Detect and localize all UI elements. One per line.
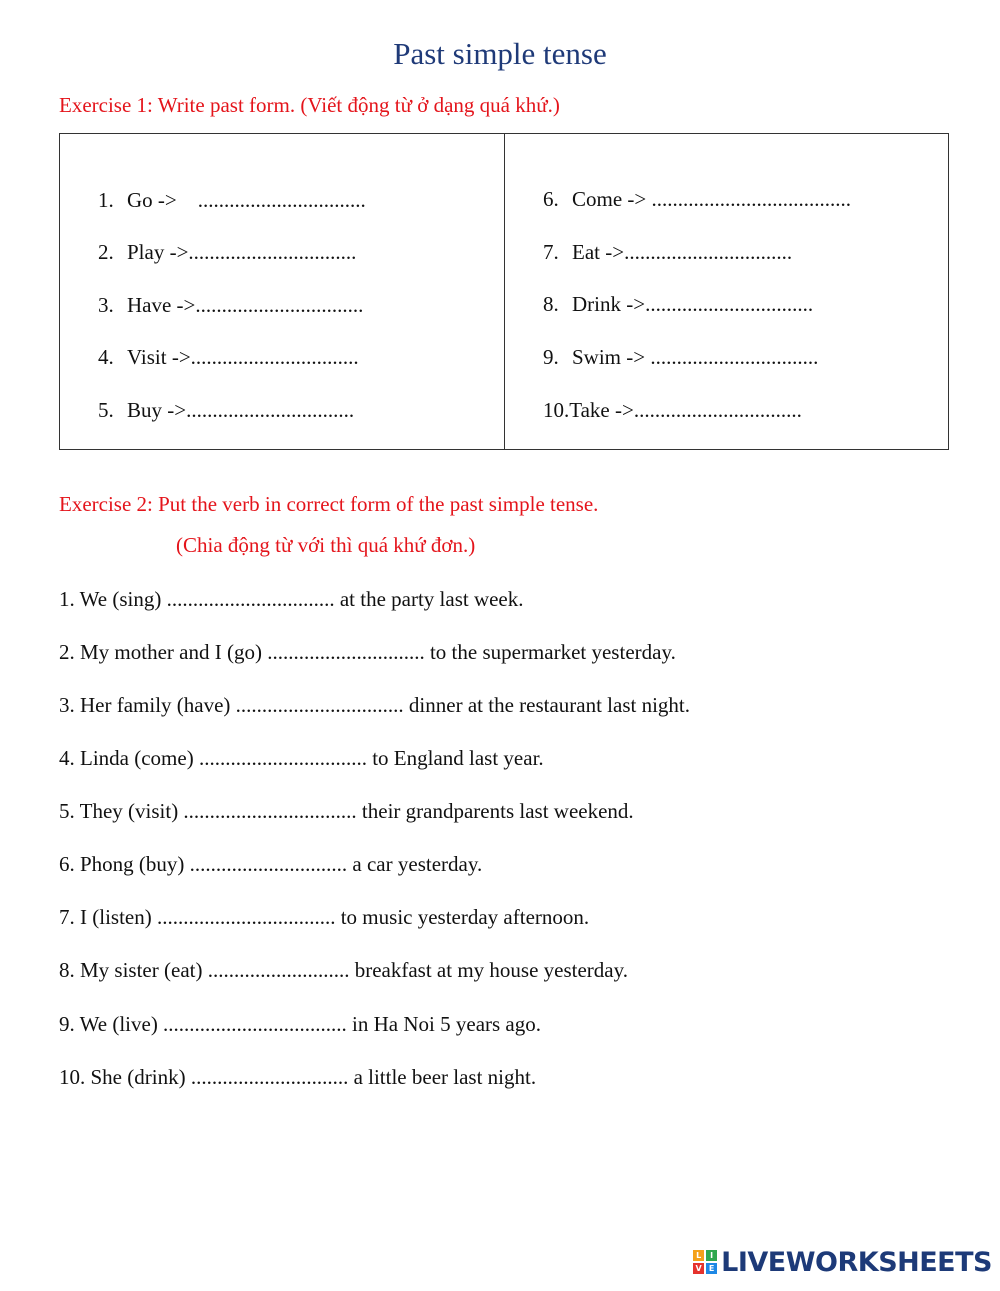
exercise2-question: 2. My mother and I (go) .............................. to the supermarket yesterday. <box>59 640 676 664</box>
exercise1-item: 7. Eat ->................................ <box>543 240 793 264</box>
logo-text: LIVEWORKSHEETS <box>721 1246 992 1278</box>
exercise2-subheading: (Chia động từ với thì quá khứ đơn.) <box>176 533 476 557</box>
exercise1-item: 9. Swim -> ................................ <box>543 345 819 369</box>
exercise2-question: 9. We (live) ................................... in Ha Noi 5 years ago. <box>59 1012 542 1036</box>
logo-mark-icon <box>692 1249 718 1275</box>
exercise2-question: 7. I (listen) .................................. to music yesterday afternoon. <box>59 905 590 929</box>
exercise2-question: 5. They (visit) ................................. their grandparents last weekend. <box>59 799 634 823</box>
logo-letter: I <box>706 1250 717 1261</box>
exercise2-heading: Exercise 2: Put the verb in correct form of the past simple tense. <box>59 492 599 516</box>
exercise2-question: 10. She (drink) .............................. a little beer last night. <box>59 1065 537 1089</box>
exercise1-item: 1. Go -> ................................ <box>98 188 366 212</box>
exercise1-item: 4. Visit ->................................ <box>98 345 359 369</box>
exercise1-box <box>59 133 949 450</box>
exercise2-question: 1. We (sing) ................................ at the party last week. <box>59 587 524 611</box>
exercise2-question: 6. Phong (buy) .............................. a car yesterday. <box>59 852 483 876</box>
exercise1-heading: Exercise 1: Write past form. (Viết động từ ở dạng quá khứ.) <box>59 93 560 117</box>
exercise1-item: 3. Have ->................................ <box>98 293 364 317</box>
logo-letter: L <box>693 1250 704 1261</box>
logo-letter: E <box>706 1263 717 1274</box>
column-divider <box>504 134 505 449</box>
exercise1-item: 2. Play ->................................ <box>98 240 357 264</box>
exercise2-question: 8. My sister (eat) ........................... breakfast at my house yesterday. <box>59 958 628 982</box>
exercise2-question: 4. Linda (come) ................................ to England last year. <box>59 746 544 770</box>
liveworksheets-logo <box>692 1245 992 1279</box>
exercise2-question: 3. Her family (have) ................................ dinner at the restaurant last night. <box>59 693 691 717</box>
exercise1-item: 10.Take ->................................ <box>543 398 802 422</box>
exercise1-item: 8. Drink ->................................ <box>543 292 814 316</box>
page-title: Past simple tense <box>393 36 607 71</box>
exercise1-item: 6. Come -> ...................................... <box>543 187 851 211</box>
logo-letter: V <box>693 1263 704 1274</box>
exercise1-item: 5. Buy ->................................ <box>98 398 355 422</box>
